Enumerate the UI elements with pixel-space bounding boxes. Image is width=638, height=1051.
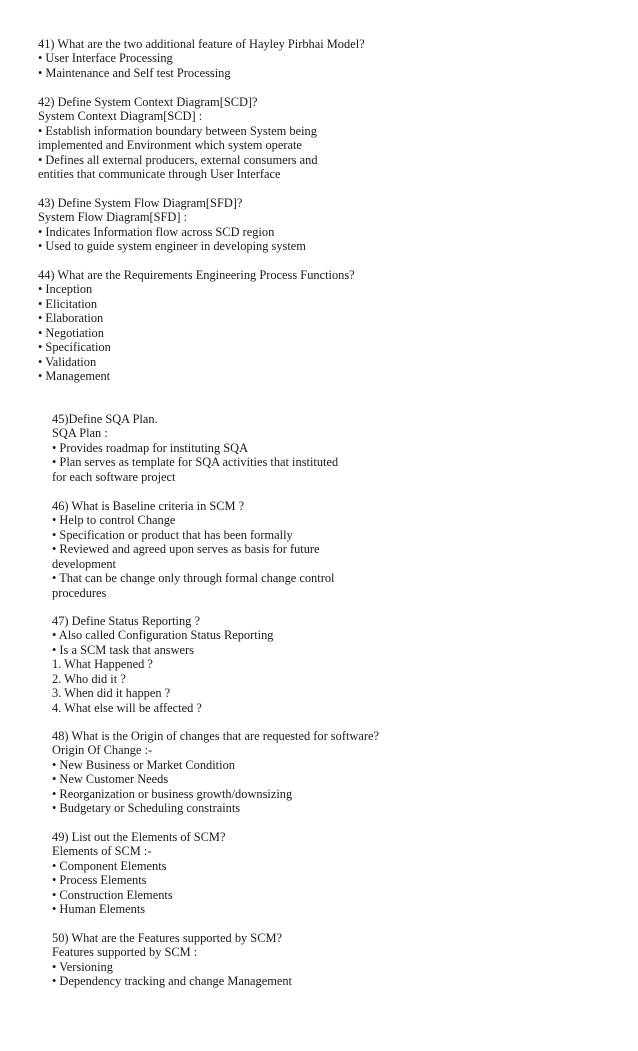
answer-line: • Establish information boundary between System being bbox=[38, 123, 317, 138]
answer-line: • Reorganization or business growth/downsizing bbox=[52, 786, 293, 801]
question-heading: 41) What are the two additional feature of Hayley Pirbhai Model? bbox=[38, 37, 365, 51]
answer-line: 4. What else will be affected ? bbox=[52, 700, 202, 715]
answer-line: • Construction Elements bbox=[52, 887, 173, 902]
answer-line: • Is a SCM task that answers bbox=[52, 642, 194, 657]
section-43 bbox=[38, 196, 598, 254]
answer-line: • Also called Configuration Status Reporting bbox=[52, 628, 274, 643]
question-heading: 48) What is the Origin of changes that are requested for software? bbox=[52, 729, 379, 743]
answer-line: for each software project bbox=[52, 469, 176, 484]
answer-line: • Human Elements bbox=[52, 902, 146, 917]
question-heading: 46) What is Baseline criteria in SCM ? bbox=[52, 499, 245, 513]
answer-line: • Management bbox=[38, 369, 111, 384]
question-heading: 50) What are the Features supported by SCM? bbox=[52, 931, 282, 945]
answer-line: • New Business or Market Condition bbox=[52, 757, 235, 772]
section-44 bbox=[38, 268, 598, 384]
question-heading: 44) What are the Requirements Engineering Process Functions? bbox=[38, 268, 355, 282]
section-49 bbox=[52, 830, 612, 917]
answer-line: • Elicitation bbox=[38, 296, 98, 311]
answer-line: • That can be change only through formal change control bbox=[52, 571, 335, 586]
answer-line: • Dependency tracking and change Management bbox=[52, 974, 293, 989]
answer-line: • Defines all external producers, external consumers and bbox=[38, 152, 318, 167]
section-41 bbox=[38, 37, 598, 80]
answer-line: Origin Of Change :- bbox=[52, 743, 153, 758]
section-46 bbox=[52, 499, 612, 600]
section-50 bbox=[52, 931, 612, 989]
answer-line: entities that communicate through User Interface bbox=[38, 167, 281, 182]
answer-line: • User Interface Processing bbox=[38, 51, 173, 66]
answer-line: • Budgetary or Scheduling constraints bbox=[52, 801, 241, 816]
answer-line: System Flow Diagram[SFD] : bbox=[38, 210, 188, 225]
answer-line: • Specification or product that has been formally bbox=[52, 527, 293, 542]
answer-line: 2. Who did it ? bbox=[52, 671, 126, 686]
answer-line: • Plan serves as template for SQA activities that instituted bbox=[52, 455, 339, 470]
answer-line: • Component Elements bbox=[52, 858, 167, 873]
answer-line: • Specification bbox=[38, 340, 111, 355]
answer-line: • Inception bbox=[38, 282, 93, 297]
answer-line: • New Customer Needs bbox=[52, 772, 169, 787]
question-heading: 42) Define System Context Diagram[SCD]? bbox=[38, 95, 258, 109]
answer-line: • Used to guide system engineer in developing system bbox=[38, 239, 306, 254]
question-heading: 45)Define SQA Plan. bbox=[52, 412, 158, 426]
answer-line: • Versioning bbox=[52, 959, 113, 974]
answer-line: • Indicates Information flow across SCD region bbox=[38, 224, 275, 239]
question-heading: 43) Define System Flow Diagram[SFD]? bbox=[38, 196, 243, 210]
answer-line: • Process Elements bbox=[52, 873, 147, 888]
question-heading: 47) Define Status Reporting ? bbox=[52, 614, 200, 628]
section-45 bbox=[52, 412, 612, 484]
answer-line: • Maintenance and Self test Processing bbox=[38, 65, 231, 80]
answer-line: • Negotiation bbox=[38, 325, 104, 340]
answer-line: Features supported by SCM : bbox=[52, 945, 198, 960]
answer-line: 1. What Happened ? bbox=[52, 657, 153, 672]
section-48 bbox=[52, 729, 612, 816]
answer-line: Elements of SCM :- bbox=[52, 844, 152, 859]
answer-line: • Elaboration bbox=[38, 311, 104, 326]
answer-line: 3. When did it happen ? bbox=[52, 686, 171, 701]
section-47 bbox=[52, 614, 612, 715]
question-heading: 49) List out the Elements of SCM? bbox=[52, 830, 226, 844]
answer-line: • Validation bbox=[38, 354, 97, 369]
answer-line: SQA Plan : bbox=[52, 426, 108, 441]
answer-line: • Provides roadmap for instituting SQA bbox=[52, 440, 249, 455]
answer-line: System Context Diagram[SCD] : bbox=[38, 109, 203, 124]
section-42 bbox=[38, 95, 598, 182]
answer-line: procedures bbox=[52, 585, 107, 600]
answer-line: implemented and Environment which system operate bbox=[38, 138, 302, 153]
answer-line: • Help to control Change bbox=[52, 513, 176, 528]
answer-line: development bbox=[52, 556, 116, 571]
answer-line: • Reviewed and agreed upon serves as basis for future bbox=[52, 542, 320, 557]
